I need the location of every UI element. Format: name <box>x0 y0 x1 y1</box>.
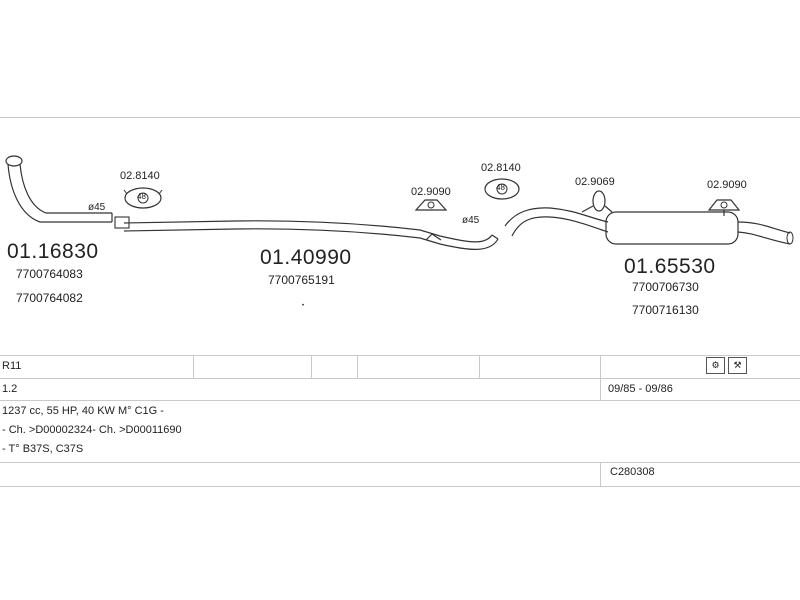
center-dot: • <box>302 303 305 309</box>
oem-number-rear-1: 7700706730 <box>632 280 699 294</box>
table-line-5 <box>0 486 800 487</box>
tool-alt-icon: ⚒ <box>728 357 747 374</box>
date-range-cell: 09/85 - 09/86 <box>608 383 673 395</box>
table-col-6 <box>600 378 601 400</box>
model-cell: R11 <box>2 360 22 372</box>
chassis-line: - Ch. >D00002324- Ch. >D00011690 <box>2 424 182 436</box>
code-cell: C280308 <box>610 466 655 478</box>
table-col-5 <box>600 355 601 378</box>
table-col-4 <box>479 355 480 378</box>
diameter-label-2: ø45 <box>462 215 480 226</box>
part-number-rear-silencer: 01.65530 <box>624 255 716 278</box>
table-line-3 <box>0 400 800 401</box>
clamp-part-3: 02.8140 <box>481 162 521 174</box>
table-line-4 <box>0 462 800 463</box>
table-line-2 <box>0 378 800 379</box>
oem-number-rear-2: 7700716130 <box>632 303 699 317</box>
oem-number-front-1: 7700764083 <box>16 267 83 281</box>
clamp-mount-4 <box>582 191 612 212</box>
part-number-middle-pipe: 01.40990 <box>260 246 352 269</box>
part-number-front-pipe: 01.16830 <box>7 240 99 263</box>
clamp-part-2: 02.9090 <box>411 186 451 198</box>
engine-cell: 1.2 <box>2 383 18 395</box>
clamp-part-1: 02.8140 <box>120 170 160 182</box>
table-col-7 <box>600 462 601 486</box>
clamp-part-4: 02.9069 <box>575 176 615 188</box>
spec-line: 1237 cc, 55 HP, 40 KW M° C1G - <box>2 405 164 417</box>
tool-icon: ⚙ <box>706 357 725 374</box>
clamp-badge-3: 48 <box>496 183 505 192</box>
table-line-1 <box>0 355 800 356</box>
types-line: - T° B37S, C37S <box>2 443 84 455</box>
table-col-1 <box>193 355 194 378</box>
table-col-3 <box>357 355 358 378</box>
clamp-part-5: 02.9090 <box>707 179 747 191</box>
diameter-label-1: ø45 <box>88 202 106 213</box>
clamp-badge-1: 48 <box>137 192 146 201</box>
oem-number-front-2: 7700764082 <box>16 291 83 305</box>
front-pipe <box>6 156 129 228</box>
clamp-mount-2 <box>416 200 446 210</box>
oem-number-middle-1: 7700765191 <box>268 273 335 287</box>
table-col-2 <box>311 355 312 378</box>
clamp-mount-5 <box>709 200 739 216</box>
rear-silencer <box>505 208 793 244</box>
